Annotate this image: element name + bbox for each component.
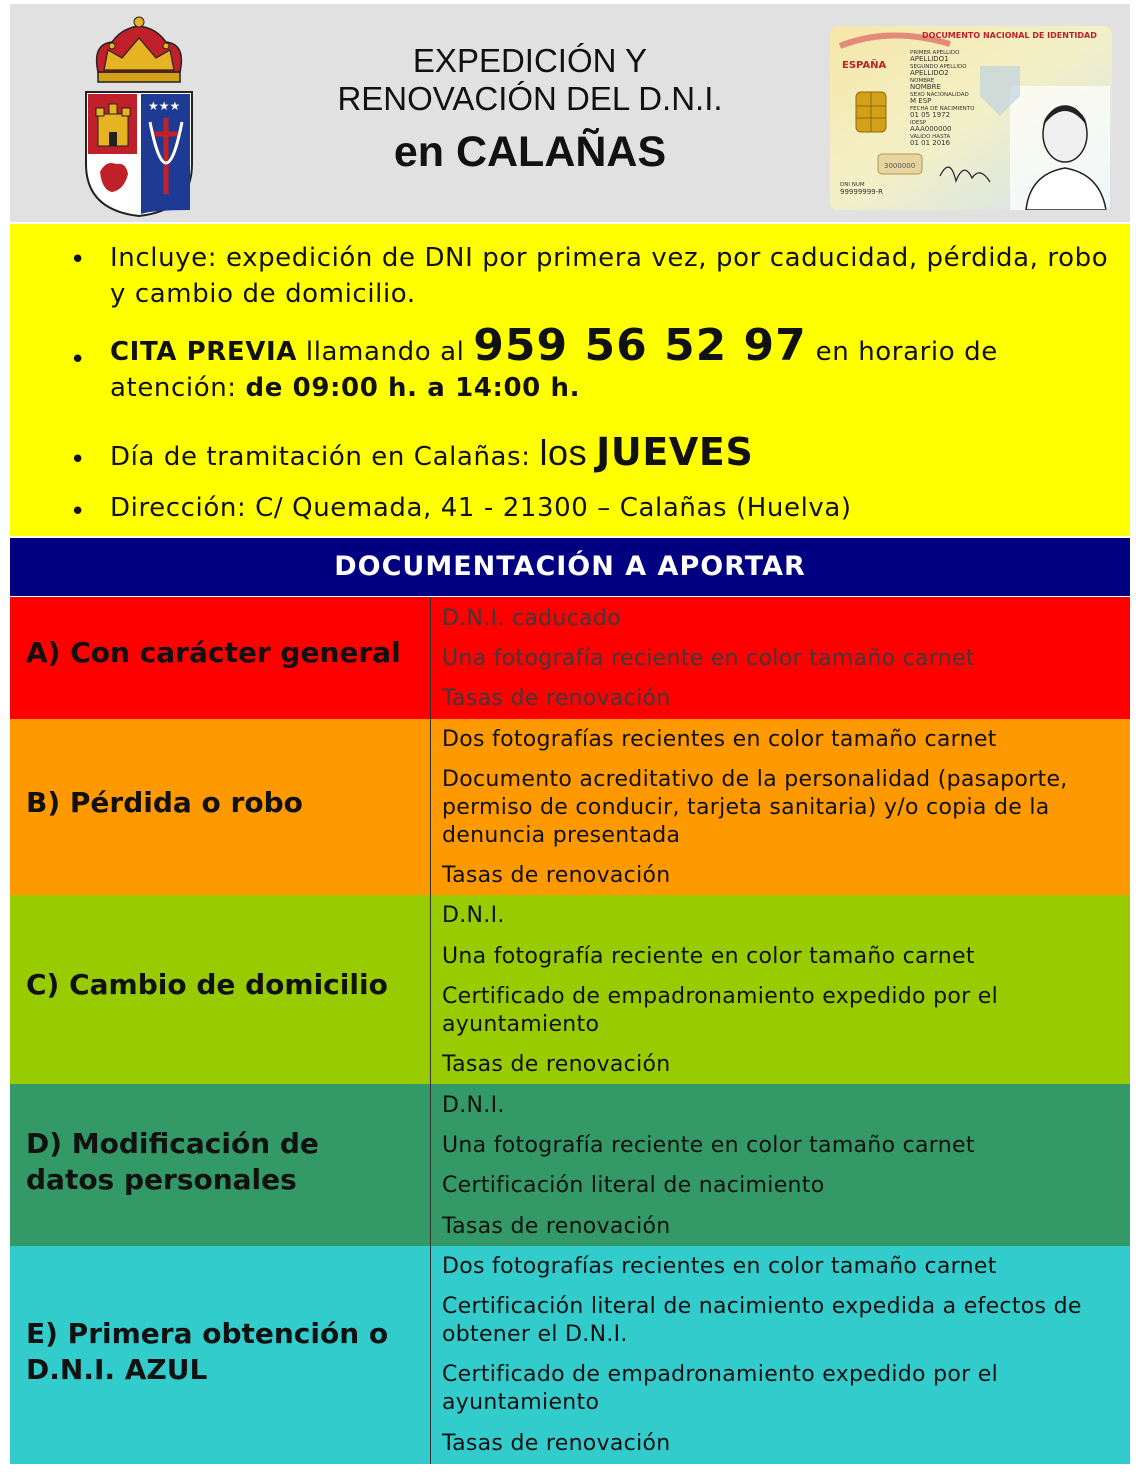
list-item: Tasas de renovación [442, 1431, 671, 1456]
info-appointment [110, 320, 1130, 406]
phone-number: 959 56 52 97 [473, 320, 807, 371]
list-item: Tasas de renovación [442, 863, 671, 888]
svg-text:IDESP: IDESP [910, 120, 927, 126]
svg-text:99999999-R: 99999999-R [840, 188, 884, 196]
section-label: E) Primera obtención o D.N.I. AZUL [26, 1317, 389, 1386]
includes-text: Incluye: expedición de DNI por primera vez, por caducidad, pérdida, robo y cambio de domicilio. [110, 243, 1109, 309]
section-address-change [10, 895, 1130, 1084]
list-item: Dos fotografías recientes en color tamaño carnet [442, 727, 997, 752]
list-item: Certificación literal de nacimiento expedida a efectos de obtener el D.N.I. [442, 1294, 1082, 1347]
day-pre: Día de tramitación en Calañas: [110, 442, 540, 472]
coat-of-arms-logo [82, 14, 196, 218]
section-label: C) Cambio de domicilio [26, 968, 388, 1001]
appointment-line2-pre: atención: [110, 373, 246, 403]
section-label: A) Con carácter general [26, 636, 401, 669]
list-item: Tasas de renovación [442, 1052, 671, 1077]
info-includes [110, 240, 1130, 312]
list-item: Dos fotografías recientes en color tamaño carnet [442, 1254, 997, 1279]
page-title [240, 42, 820, 177]
svg-text:DNI NUM: DNI NUM [840, 182, 865, 188]
title-line-1: EXPEDICIÓN Y [412, 42, 648, 79]
bullet-icon: • [70, 245, 86, 275]
title-line-2: RENOVACIÓN DEL D.N.I. [337, 80, 723, 117]
list-item: Tasas de renovación [442, 1214, 671, 1239]
svg-text:APELLIDO2: APELLIDO2 [910, 69, 949, 77]
section-label: D) Modificación de datos personales [26, 1127, 319, 1196]
documentation-banner: DOCUMENTACIÓN A APORTAR [10, 538, 1130, 596]
appointment-post: en horario de [806, 337, 998, 367]
day-los: los [539, 432, 588, 473]
svg-text:★★★: ★★★ [148, 99, 181, 113]
svg-text:DOCUMENTO NACIONAL DE IDENTIDA: DOCUMENTO NACIONAL DE IDENTIDAD [922, 31, 1097, 40]
svg-text:APELLIDO1: APELLIDO1 [910, 55, 949, 63]
title-line-3: en CALAÑAS [393, 128, 667, 176]
svg-text:NOMBRE: NOMBRE [910, 78, 935, 84]
section-first-issue [10, 1246, 1130, 1464]
svg-text:SEXO NACIONALIDAD: SEXO NACIONALIDAD [910, 92, 969, 98]
list-item: Certificado de empadronamiento expedido por el ayuntamiento [442, 1362, 999, 1415]
list-item: D.N.I. [442, 903, 505, 928]
list-item: Una fotografía reciente en color tamaño carnet [442, 944, 975, 969]
svg-text:FECHA DE NACIMIENTO: FECHA DE NACIMIENTO [910, 106, 975, 112]
list-item: D.N.I. caducado [442, 606, 621, 631]
column-divider [430, 597, 431, 719]
bullet-icon: • [70, 345, 86, 375]
svg-text:ESPAÑA: ESPAÑA [842, 60, 887, 71]
svg-text:VALIDO HASTA: VALIDO HASTA [910, 134, 951, 140]
appointment-pre: llamando al [297, 337, 474, 367]
column-divider [430, 719, 431, 895]
list-item: Certificación literal de nacimiento [442, 1173, 825, 1198]
appointment-hours: de 09:00 h. a 14:00 h. [245, 373, 581, 403]
bullet-icon: • [70, 445, 86, 475]
column-divider [430, 895, 431, 1084]
info-day [110, 430, 1130, 475]
list-item: Una fotografía reciente en color tamaño carnet [442, 1133, 975, 1158]
section-data-change [10, 1084, 1130, 1246]
list-item: D.N.I. [442, 1093, 505, 1118]
svg-text:NOMBRE: NOMBRE [910, 83, 941, 91]
svg-text:M ESP: M ESP [910, 97, 932, 105]
svg-text:PRIMER APELLIDO: PRIMER APELLIDO [910, 50, 960, 56]
column-divider [430, 1246, 431, 1464]
header [10, 4, 1130, 222]
column-divider [430, 1084, 431, 1246]
list-item: Certificado de empadronamiento expedido por el ayuntamiento [442, 984, 999, 1037]
list-item: Una fotografía reciente en color tamaño carnet [442, 646, 975, 671]
list-item: Tasas de renovación [442, 686, 671, 711]
svg-text:3000000: 3000000 [884, 162, 916, 170]
svg-text:01 01 2016: 01 01 2016 [910, 139, 951, 147]
svg-text:AAA000000: AAA000000 [910, 125, 952, 133]
section-label: B) Pérdida o robo [26, 786, 303, 819]
bullet-icon: • [70, 497, 86, 527]
address-text: Dirección: C/ Quemada, 41 - 21300 – Calañas (Huelva) [110, 493, 852, 523]
dni-card-image [830, 26, 1112, 210]
section-general [10, 597, 1130, 719]
info-address [110, 490, 1130, 526]
list-item: Documento acreditativo de la personalidad (pasaporte, permiso de conducir, tarjeta sanitaria) y/o copia de la denuncia presentada [442, 767, 1068, 848]
day-value: JUEVES [596, 430, 754, 474]
section-lost-stolen [10, 719, 1130, 895]
svg-text:01 05 1972: 01 05 1972 [910, 111, 951, 119]
svg-text:SEGUNDO APELLIDO: SEGUNDO APELLIDO [910, 64, 967, 70]
appointment-label: CITA PREVIA [110, 337, 298, 367]
info-panel [10, 224, 1130, 536]
